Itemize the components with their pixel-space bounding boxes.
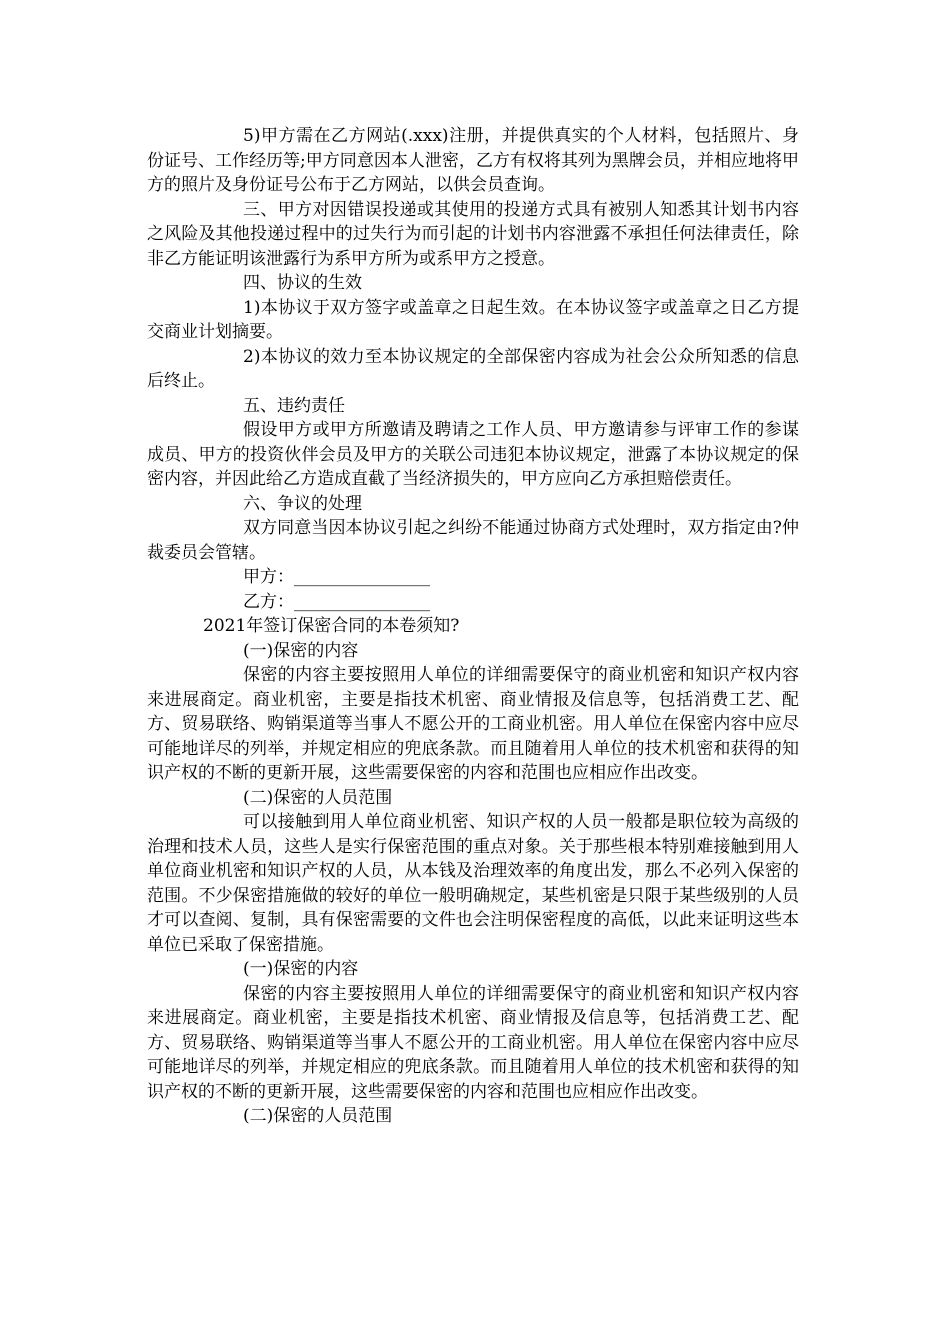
subheading-personnel: (二)保密的人员范围 bbox=[243, 787, 393, 808]
paragraph-content-repeat: 保密的内容主要按照用人单位的详细需要保守的商业机密和知识产权内容来进展商定。商业机密，主要是指技术机密、商业情报及信息等，包括消费工艺、配方、贸易联络、购销渠道等当事人不愿公开的工商业机密。用人单位在保密内容中应尽可能地详尽的列举，并规定相应的兜底条款。而且随着用人单位的技术机密和获得的知识产权的不断的更新开展，这些需要保密的内容和范围也应相应作出改变。 bbox=[147, 983, 799, 1102]
document-page bbox=[147, 124, 799, 1129]
paragraph-effect-1: 1)本协议于双方签字或盖章之日起生效。在本协议签字或盖章之日乙方提交商业计划摘要。 bbox=[147, 297, 799, 342]
notice-heading: 2021年签订保密合同的本卷须知? bbox=[203, 616, 460, 636]
signature-party-b: 乙方：________________ bbox=[243, 591, 430, 612]
paragraph-content: 保密的内容主要按照用人单位的详细需要保守的商业机密和知识产权内容来进展商定。商业机密，主要是指技术机密、商业情报及信息等，包括消费工艺、配方、贸易联络、购销渠道等当事人不愿公开的工商业机密。用人单位在保密内容中应尽可能地详尽的列举，并规定相应的兜底条款。而且随着用人单位的技术机密和获得的知识产权的不断的更新开展，这些需要保密的内容和范围也应相应作出改变。 bbox=[147, 665, 799, 783]
paragraph-clause-5: 5)甲方需在乙方网站(.xxx)注册，并提供真实的个人材料，包括照片、身份证号、工作经历等;甲方同意因本人泄密，乙方有权将其列为黑牌会员，并相应地将甲方的照片及身份证号公布于乙方网站，以供会员查询。 bbox=[147, 126, 799, 195]
subheading-content-repeat: (一)保密的内容 bbox=[243, 959, 359, 979]
signature-party-a: 甲方：________________ bbox=[243, 567, 430, 587]
heading-section-5: 五、违约责任 bbox=[243, 395, 345, 416]
subheading-content: (一)保密的内容 bbox=[243, 640, 359, 661]
heading-section-4: 四、协议的生效 bbox=[243, 273, 362, 293]
paragraph-breach: 假设甲方或甲方所邀请及聘请之工作人员、甲方邀请参与评审工作的参谋成员、甲方的投资伙伴会员及甲方的关联公司违犯本协议规定，泄露了本协议规定的保密内容，并因此给乙方造成直截了当经济损失的，甲方应向乙方承担赔偿责任。 bbox=[147, 420, 799, 489]
paragraph-effect-2: 2)本协议的效力至本协议规定的全部保密内容成为社会公众所知悉的信息后终止。 bbox=[147, 346, 799, 391]
subheading-personnel-repeat: (二)保密的人员范围 bbox=[243, 1106, 393, 1126]
paragraph-personnel: 可以接触到用人单位商业机密、知识产权的人员一般都是职位较为高级的治理和技术人员，这些人是实行保密范围的重点对象。关于那些根本特别难接触到用人单位商业机密和知识产权的人员，从本钱及治理效率的角度出发，那么不必列入保密的范围。不少保密措施做的较好的单位一般明确规定，某些机密是只限于某些级别的人员才可以查阅、复制，具有保密需要的文件也会注明保密程度的高低，以此来证明这些本单位已采取了保密措施。 bbox=[147, 812, 799, 955]
paragraph-section-3: 三、甲方对因错误投递或其使用的投递方式具有被别人知悉其计划书内容之风险及其他投递过程中的过失行为而引起的计划书内容泄露不承担任何法律责任，除非乙方能证明该泄露行为系甲方所为或系甲方之授意。 bbox=[147, 199, 799, 269]
heading-section-6: 六、争议的处理 bbox=[243, 493, 362, 514]
paragraph-dispute: 双方同意当因本协议引起之纠纷不能通过协商方式处理时，双方指定由?仲裁委员会管辖。 bbox=[147, 518, 799, 563]
